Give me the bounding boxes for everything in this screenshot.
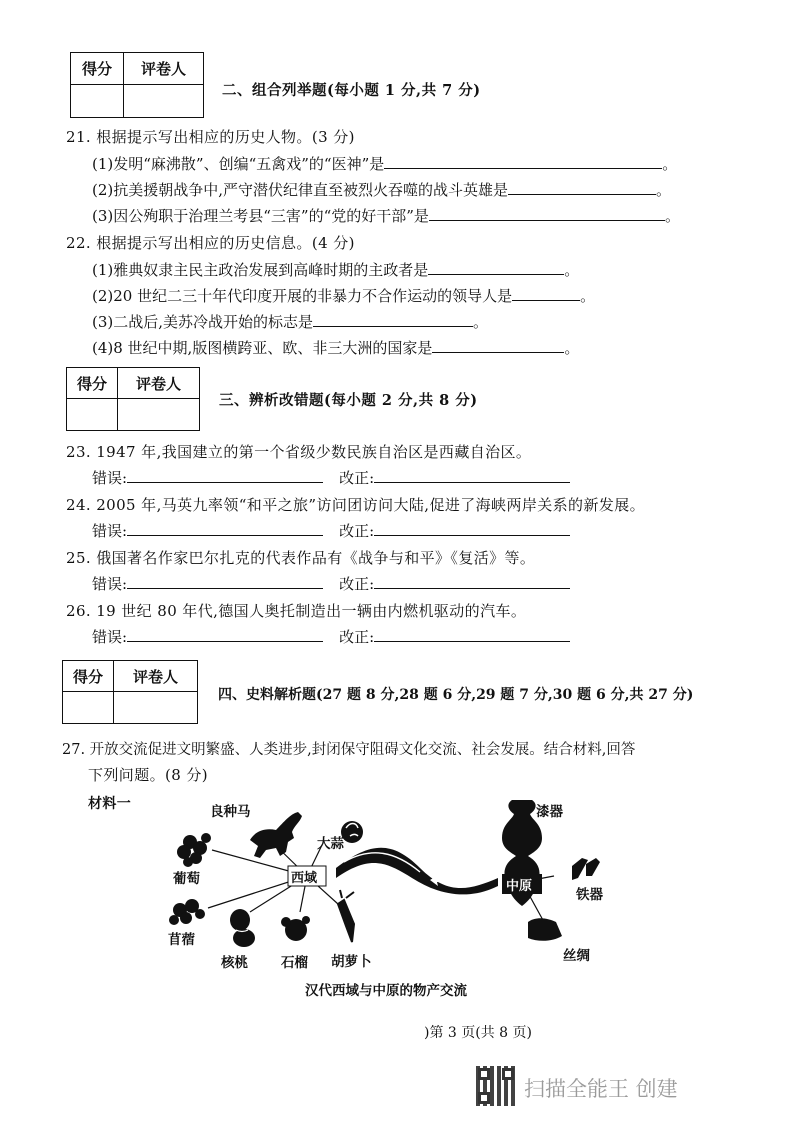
item-alfalfa: 苜蓿 xyxy=(168,932,195,948)
item-text: (4)8 世纪中期,版图横跨亚、欧、非三大洲的国家是 xyxy=(92,339,433,357)
item-text: (2)抗美援朝战争中,严守潜伏纪律直至被烈火吞噬的战斗英雄是 xyxy=(92,181,509,199)
page-number: )第 3 页(共 8 页) xyxy=(424,1025,533,1041)
item-walnut: 核桃 xyxy=(221,955,248,971)
item-text: (1)雅典奴隶主民主政治发展到高峰时期的主政者是 xyxy=(92,261,429,279)
question-stem: 27. 开放交流促进文明繁盛、人类进步,封闭保守阻碍文化交流、社会发展。结合材料,回答 xyxy=(62,742,636,758)
item-text: (1)发明“麻沸散”、创编“五禽戏”的“医神”是 xyxy=(92,155,385,173)
question-item: (2)抗美援朝战争中,严守潜伏纪律直至被烈火吞噬的战斗英雄是 。 xyxy=(92,181,672,199)
item-text: (2)20 世纪二三十年代印度开展的非暴力不合作运动的领导人是 xyxy=(92,287,513,305)
question-stem: 22. 根据提示写出相应的历史信息。(4 分) xyxy=(66,234,355,252)
question-stem: 26. 19 世纪 80 年代,德国人奥托制造出一辆由内燃机驱动的汽车。 xyxy=(66,602,527,620)
question-stem: 21. 根据提示写出相应的历史人物。(3 分) xyxy=(66,128,355,146)
item-horse: 良种马 xyxy=(210,804,251,820)
item-iron: 铁器 xyxy=(576,887,603,903)
item-silk: 丝绸 xyxy=(563,948,590,964)
silk-icon xyxy=(528,918,562,941)
item-text: (3)二战后,美苏冷战开始的标志是 xyxy=(92,313,314,331)
section-title: 三、辨析改错题(每小题 2 分,共 8 分) xyxy=(219,392,478,409)
alfalfa-icon xyxy=(169,899,205,925)
reviewer-label: 评卷人 xyxy=(114,661,198,692)
figure-caption: 汉代西域与中原的物产交流 xyxy=(305,983,467,999)
grapes-icon xyxy=(177,833,211,867)
wrong-label: 错误: xyxy=(92,628,128,646)
hub-central: 中原 xyxy=(506,879,533,894)
question-item: (1)雅典奴隶主民主政治发展到高峰时期的主政者是 。 xyxy=(92,261,580,279)
material-label: 材料一 xyxy=(88,796,132,812)
item-garlic: 大蒜 xyxy=(317,836,344,852)
fix-label: 改正: xyxy=(339,628,375,646)
fix-label: 改正: xyxy=(339,575,375,593)
section-title: 二、组合列举题(每小题 1 分,共 7 分) xyxy=(222,82,481,99)
wrong-label: 错误: xyxy=(92,522,128,540)
hub-west: 西域 xyxy=(291,871,318,886)
score-label: 得分 xyxy=(63,661,114,692)
item-text: (3)因公殉职于治理兰考县“三害”的“党的好干部”是 xyxy=(92,207,429,225)
section-title: 四、史料解析题(27 题 8 分,28 题 6 分,29 题 7 分,30 题 6 分,共 27 分) xyxy=(218,687,694,703)
walnut-icon xyxy=(230,909,255,947)
question-item: (4)8 世纪中期,版图横跨亚、欧、非三大洲的国家是 。 xyxy=(92,339,580,357)
question-item: (2)20 世纪二三十年代印度开展的非暴力不合作运动的领导人是 。 xyxy=(92,287,596,305)
score-label: 得分 xyxy=(67,368,118,399)
question-stem: 25. 俄国著名作家巴尔扎克的代表作品有《战争与和平》《复活》等。 xyxy=(66,549,536,567)
wrong-label: 错误: xyxy=(92,469,128,487)
question-stem-cont: 下列问题。(8 分) xyxy=(88,766,209,784)
item-lacquer: 漆器 xyxy=(536,804,563,820)
watermark-text: 扫描全能王 创建 xyxy=(524,1077,678,1101)
horse-icon xyxy=(250,812,302,858)
question-item: (3)二战后,美苏冷战开始的标志是 。 xyxy=(92,313,489,331)
qr-code-icon xyxy=(476,1066,516,1106)
question-stem: 23. 1947 年,我国建立的第一个省级少数民族自治区是西藏自治区。 xyxy=(66,443,532,461)
question-item: (3)因公殉职于治理兰考县“三害”的“党的好干部”是 。 xyxy=(92,207,680,225)
item-pomegranate: 石榴 xyxy=(281,955,308,971)
question-stem: 24. 2005 年,马英九率领“和平之旅”访问团访问大陆,促进了海峡两岸关系的新发展。 xyxy=(66,496,646,514)
reviewer-label: 评卷人 xyxy=(118,368,200,399)
item-grapes: 葡萄 xyxy=(173,871,200,887)
carrot-icon xyxy=(338,890,354,942)
wrong-label: 错误: xyxy=(92,575,128,593)
pomegranate-icon xyxy=(281,916,310,941)
score-label: 得分 xyxy=(71,53,124,85)
question-item: (1)发明“麻沸散”、创编“五禽戏”的“医神”是 。 xyxy=(92,155,678,173)
reviewer-label: 评卷人 xyxy=(124,53,204,85)
iron-tools-icon xyxy=(572,858,600,880)
garlic-icon xyxy=(341,821,363,843)
fix-label: 改正: xyxy=(339,469,375,487)
fix-label: 改正: xyxy=(339,522,375,540)
item-carrot: 胡萝卜 xyxy=(331,954,372,970)
